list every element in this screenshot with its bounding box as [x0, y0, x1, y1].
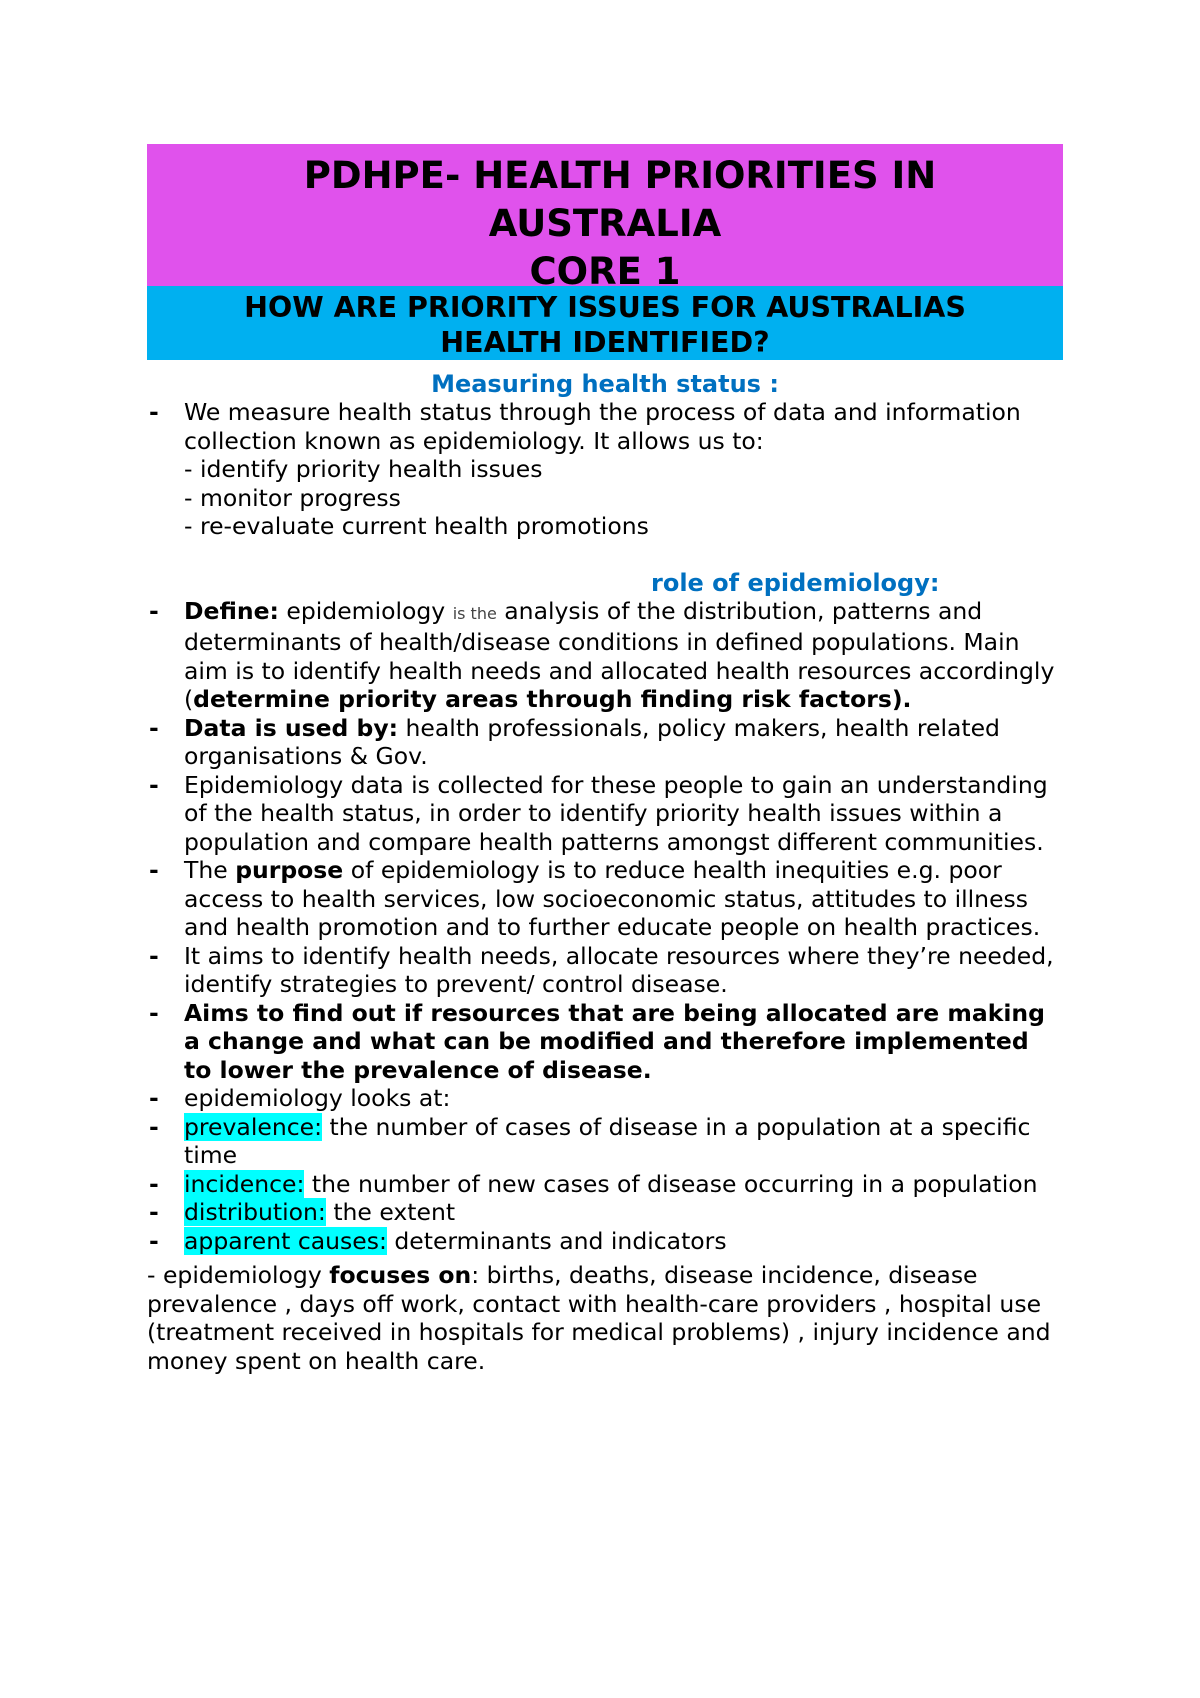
title-line-1: PDHPE- HEALTH PRIORITIES IN [303, 154, 937, 197]
closing-bold: focuses on [329, 1261, 472, 1289]
used-by-text: health professionals, policy makers, health related organisations & Gov. [184, 713, 1000, 770]
define-small-text: is the [452, 603, 497, 623]
section-heading-measuring: Measuring health status : [431, 370, 779, 398]
section-heading-role: role of epidemiology: [651, 568, 940, 597]
causes-label: apparent causes: [184, 1226, 387, 1255]
list-item-aims-bold [147, 999, 1063, 1085]
sub-item: - identify priority health issues [184, 455, 543, 483]
sub-item: - monitor progress [184, 483, 401, 512]
list-item-define [147, 597, 1063, 714]
measuring-text: We measure health status through the process of data and information collection known as epidemiology. It allows us to: [184, 398, 1021, 455]
title-banner [147, 144, 1063, 293]
used-by-label: Data is used by: [184, 713, 399, 742]
purpose-text-2: of epidemiology is to reduce health inequities e.g. poor access to health services, low socioeconomic status, attitudes to illness and health promotion and to further educate people on health practices. [184, 856, 1041, 941]
define-bold-text: determine priority areas through finding risk factors). [193, 685, 912, 713]
role-list [147, 597, 1063, 1256]
incidence-text: the number of new cases of disease occurring in a population [304, 1169, 1038, 1198]
list-item-collected: - Epidemiology data is collected for these people to gain an understanding of the health status, in order to identify priority health issues within a population and compare health patterns amongst different communities. [147, 771, 1063, 857]
closing-paragraph [147, 1261, 1063, 1375]
sub-item: - re-evaluate current health promotions [184, 512, 649, 540]
prevalence-text: the number of cases of disease in a population at a specific time [184, 1112, 1031, 1169]
aims-bold-text: Aims to find out if resources that are being allocated are making a change and what can be modified and therefore implemented to lower the prevalence of disease. [184, 998, 1045, 1084]
list-item-incidence [147, 1170, 1063, 1199]
prevalence-label: prevalence: [184, 1112, 323, 1141]
define-text: epidemiology [278, 596, 453, 625]
closing-text: - epidemiology [147, 1261, 330, 1289]
title-line-2: AUSTRALIA [488, 202, 722, 245]
subtitle-line-2: HEALTH IDENTIFIED? [440, 326, 770, 359]
list-item-purpose [147, 856, 1063, 942]
document-page [147, 144, 1063, 1375]
closing-text-2: : births, deaths, disease incidence, disease prevalence , days off work, contact with health-care providers , hospital use (treatment received in hospitals for medical problems) , injury incidence and money spent on health care. [147, 1261, 1051, 1375]
list-item-looks-at: - epidemiology looks at: [147, 1084, 1063, 1113]
purpose-text: The [184, 856, 236, 884]
define-text-2: analysis of the distribution, patterns and determinants of health/disease conditions in defined populations. Main aim is to identify health needs and allocated health resources accordingly ( [184, 596, 1055, 713]
title-line-3: CORE 1 [529, 250, 681, 293]
list-item [147, 398, 1063, 541]
purpose-bold: purpose [235, 856, 344, 884]
define-label: Define: [184, 596, 279, 625]
list-item-prevalence [147, 1113, 1063, 1170]
list-item-aims: - It aims to identify health needs, allocate resources where they’re needed, identify strategies to prevent/ control disease. [147, 942, 1063, 999]
causes-text: determinants and indicators [386, 1226, 727, 1255]
subtitle-line-1: HOW ARE PRIORITY ISSUES FOR AUSTRALIAS [244, 291, 966, 324]
list-item-distribution [147, 1198, 1063, 1227]
subtitle-banner [147, 286, 1063, 360]
measuring-list [147, 398, 1063, 541]
distribution-label: distribution: [184, 1198, 326, 1226]
list-item-used-by [147, 714, 1063, 771]
list-item-causes [147, 1227, 1063, 1256]
distribution-text: the extent [325, 1198, 456, 1226]
incidence-label: incidence: [184, 1169, 305, 1198]
